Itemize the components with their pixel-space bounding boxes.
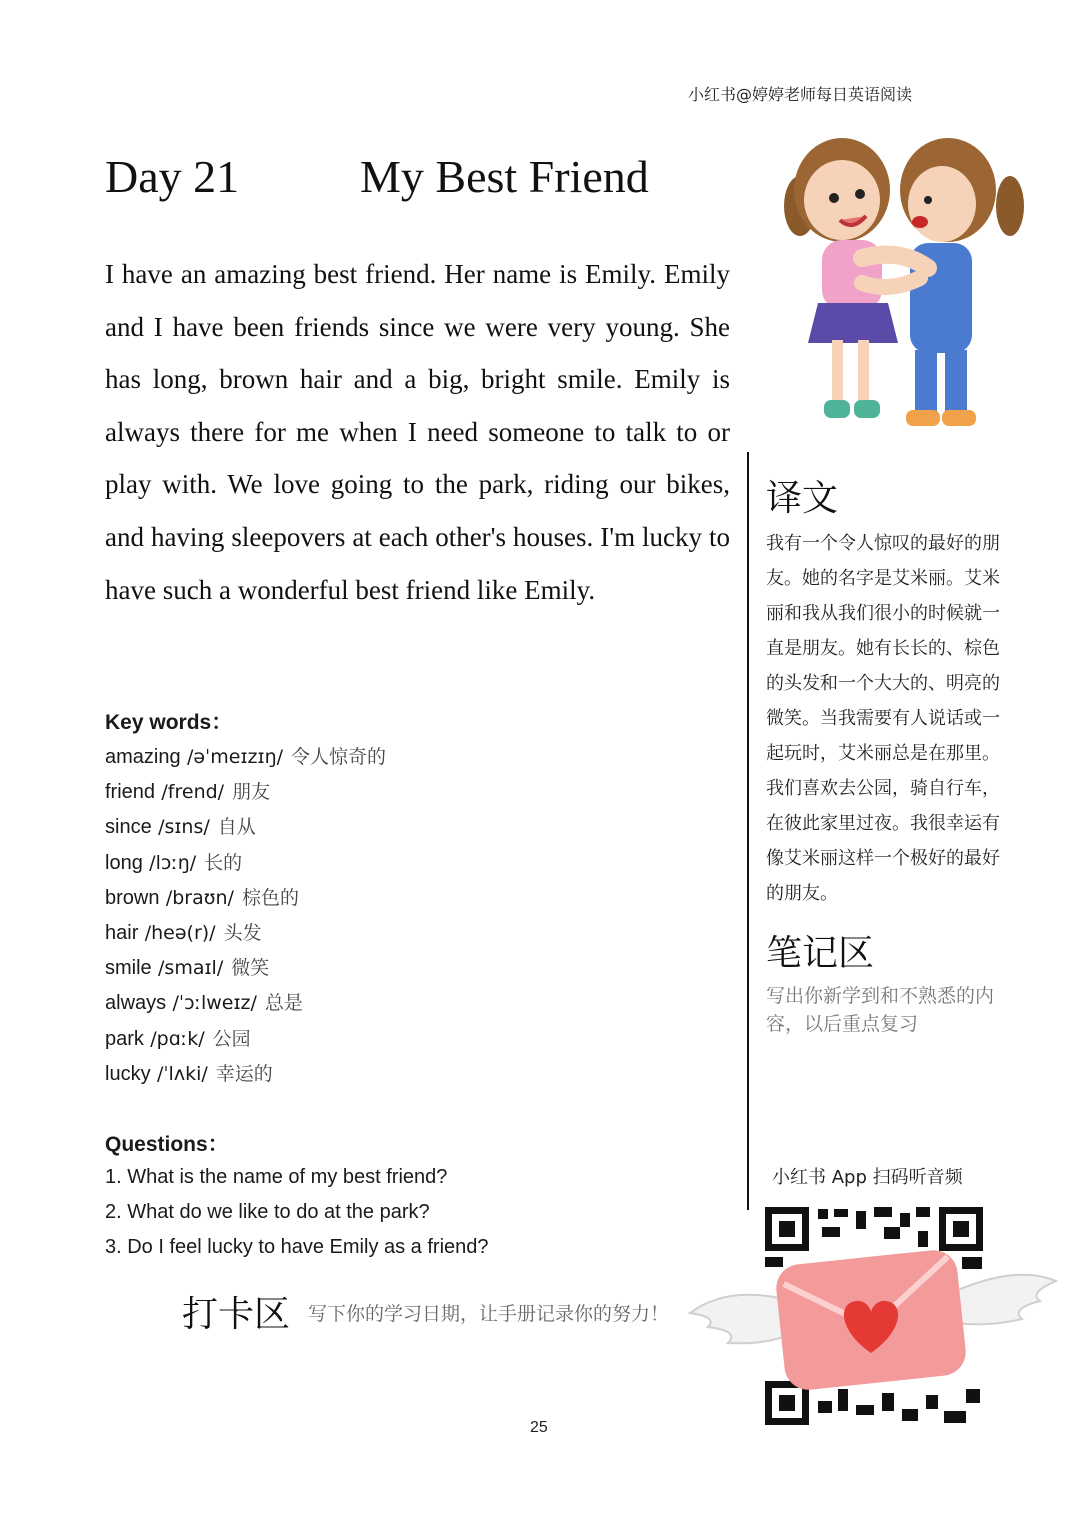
key-words-list	[105, 740, 386, 1092]
key-word-term: since	[105, 816, 152, 839]
key-word-phonetic: /braʊn/	[165, 886, 234, 909]
page-number: 25	[530, 1419, 548, 1436]
qr-caption: 小红书 App 扫码听音频	[772, 1167, 963, 1188]
notes-hint: 写出你新学到和不熟悉的内容，以后重点复习	[766, 985, 995, 1035]
key-word-term: park	[105, 1027, 144, 1050]
key-word-phonetic: /əˈmeɪzɪŋ/	[186, 746, 284, 768]
key-word-term: hair	[105, 921, 139, 944]
key-word-phonetic: /frend/	[161, 781, 225, 804]
translation-body: 我有一个令人惊叹的最好的朋友。她的名字是艾米丽。艾米丽和我从我们很小的时候就一直是朋友。她有长长的、棕色的头发和一个大大的、明亮的微笑。当我需要有人说话或一起玩时，艾米丽总是在那里。我们喜欢去公园，骑自行车，在彼此家里过夜。我很幸运有像艾米丽这样一个极好的最好的朋友。	[766, 533, 1000, 904]
key-word-meaning: 长的	[204, 851, 243, 874]
key-word-item	[105, 916, 386, 951]
key-word-meaning: 微笑	[231, 957, 270, 980]
key-word-meaning: 自从	[217, 816, 256, 839]
checkin-title: 打卡区	[182, 1294, 291, 1335]
checkin-hint: 写下你的学习日期，让手册记录你的努力！	[308, 1303, 670, 1325]
hugging-girls-illustration	[770, 128, 1030, 438]
key-word-meaning: 棕色的	[241, 886, 299, 909]
key-word-phonetic: /ˈlʌki/	[156, 1062, 208, 1085]
key-word-meaning: 幸运的	[215, 1062, 273, 1085]
translation-heading: 译文	[766, 478, 839, 519]
key-word-meaning: 朋友	[232, 781, 271, 804]
key-word-term: amazing	[105, 746, 181, 768]
day-label: Day 21	[105, 151, 240, 202]
key-word-item	[105, 881, 386, 916]
questions-heading: Questions：	[105, 1133, 229, 1156]
key-word-item	[105, 846, 386, 881]
key-word-phonetic: /pɑːk/	[150, 1027, 205, 1050]
key-word-item	[105, 986, 386, 1021]
key-word-item	[105, 810, 386, 845]
key-word-meaning: 头发	[223, 921, 262, 944]
key-word-phonetic: /sɪns/	[158, 816, 210, 839]
key-word-phonetic: /lɔːŋ/	[149, 851, 197, 874]
key-word-term: brown	[105, 886, 160, 909]
header-credit: 小红书@婷婷老师每日英语阅读	[688, 85, 913, 104]
key-word-meaning: 公园	[212, 1027, 251, 1050]
question-item: 2. What do we like to do at the park?	[105, 1201, 430, 1223]
key-word-item	[105, 1022, 386, 1057]
key-word-item	[105, 740, 386, 775]
left-wing-icon	[690, 1295, 793, 1344]
key-word-phonetic: /ˈɔːlweɪz/	[172, 992, 257, 1015]
question-item: 1. What is the name of my best friend?	[105, 1166, 448, 1188]
key-word-phonetic: /smaɪl/	[158, 957, 224, 980]
key-word-term: lucky	[105, 1062, 151, 1085]
key-word-item	[105, 775, 386, 810]
reading-passage: I have an amazing best friend. Her name is Emily. Emily and I have been friends since we were very young. She has long, brown hair and a big, bright smile. Emily is always there for me when I need someone to talk to or play with. We love going to the park, riding our bikes, and having sleepovers at each other's houses. I'm lucky to have such a wonderful best friend like Emily.	[105, 259, 730, 605]
qr-code-with-envelope[interactable]	[688, 1205, 1058, 1430]
key-word-meaning: 总是	[264, 992, 303, 1015]
question-item: 3. Do I feel lucky to have Emily as a friend?	[105, 1236, 489, 1258]
key-word-meaning: 令人惊奇的	[291, 746, 387, 768]
key-word-term: friend	[105, 781, 156, 804]
column-divider	[747, 452, 749, 1210]
notes-heading: 笔记区	[766, 933, 875, 974]
key-word-term: always	[105, 992, 167, 1015]
key-word-term: long	[105, 851, 143, 874]
page-title: My Best Friend	[360, 151, 649, 202]
key-word-item	[105, 951, 386, 986]
key-word-term: smile	[105, 957, 152, 980]
key-words-heading: Key words：	[105, 711, 233, 734]
key-word-item	[105, 1057, 386, 1092]
key-word-phonetic: /heə(r)/	[144, 921, 216, 944]
questions-list	[105, 1161, 489, 1266]
